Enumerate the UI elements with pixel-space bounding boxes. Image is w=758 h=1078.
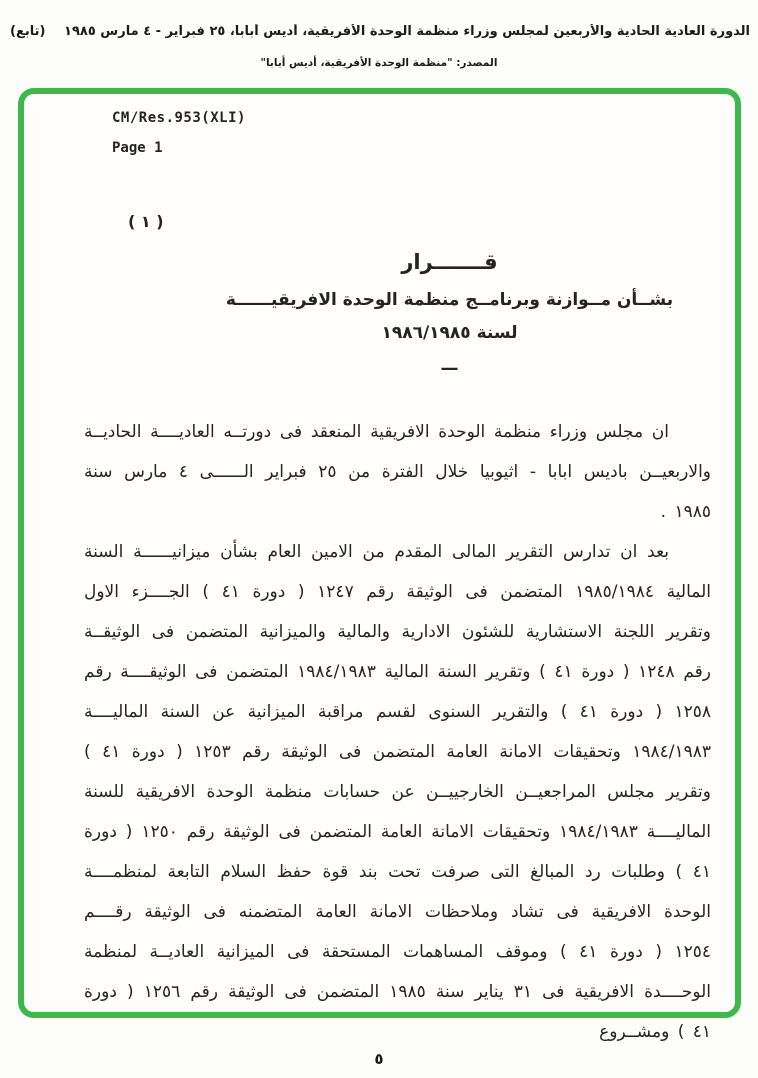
catalog-header xyxy=(10,24,750,39)
resolution-title-block xyxy=(224,250,675,379)
title-separator-dash: — xyxy=(440,358,459,379)
highlighted-scan-region xyxy=(18,88,741,1042)
source-line: المصدر: "منظمة الوحدة الأفريقية، أديس أبابا" xyxy=(260,57,498,69)
resolution-body xyxy=(84,412,711,1052)
session-title: الدورة العادية الحادية والأربعين لمجلس وزراء منظمة الوحدة الأفريقية، أديس أبابا، ٢٥ فبراير - ٤ مارس ١٩٨٥ xyxy=(64,24,750,39)
resolution-title: قـــــــرار xyxy=(401,250,498,274)
footer-page-number: ٥ xyxy=(374,1050,384,1068)
resolution-subtitle: بشــأن مــوازنة وبرنامــج منظمة الوحدة الافريقيــــــة xyxy=(225,290,674,310)
document-reference: CM/Res.953(XLI) xyxy=(112,110,246,126)
continued-label: (تابع) xyxy=(10,24,46,39)
body-paragraph: ان مجلس وزراء منظمة الوحدة الافريقية المنعقد فى دورتــه العاديــــة الحاديــة والاربعيــن باديس ابابا - اثيوبيا خلال الفترة من ٢٥ فبراير الــــــى ٤ مارس سنة ١٩٨٥ . xyxy=(84,422,711,522)
resolution-item-number: ( ١ ) xyxy=(128,212,164,231)
resolution-year-line: لسنة ١٩٨٦/١٩٨٥ xyxy=(381,323,518,343)
body-paragraph: بعد ان تدارس التقرير المالى المقدم من الامين العام بشأن ميزانيــــــة السنة المالية ١٩٨٥/١٩٨٤ المتضمن فى الوثيقة رقم ١٢٤٧ ( دورة ٤١ ) الجــــزء الاول وتقرير اللجنة الاستشارية للشئون الادارية والمالية والميزانية المتضمن فى الوثيقــة رقم ١٢٤٨ ( دورة ٤١ ) وتقرير السنة المالية ١٩٨٤/١٩٨٣ المتضمن فى الوثيقــــة رقم ١٢٥٨ ( دورة ٤١ ) والتقرير السنوى لقسم مراقبة الميزانية عن السنة الماليــــة ١٩٨٤/١٩٨٣ وتحقيقات الامانة العامة المتضمن فى الوثيقة رقم ١٢٥٣ ( دورة ٤١ ) وتقرير مجلس المراجعيــن الخارجييــن عن حسابات منظمة الوحدة الافريقية للسنة الماليــــة ١٩٨٤/١٩٨٣ وتحقيقات الامانة العامة المتضمن فى الوثيقة رقم ١٢٥٠ ( دورة ٤١ ) وطلبات رد المبالغ التى صرفت تحت بند قوة حفظ السلام التابعة لمنظمــــة الوحدة الافريقية فى تشاد وملاحظات الامانة العامة المتضمنه فى الوثيقة رقــــم ١٢٥٤ ( دورة ٤١ ) وموقف المساهمات المستحقة فى الميزانية العاديــة لمنظمة الوحــــدة الافريقية فى ٣١ يناير سنة ١٩٨٥ المتضمن فى الوثيقة رقم ١٢٥٦ ( دورة ٤١ ) ومشــروع xyxy=(84,542,712,1042)
document-page-label: Page 1 xyxy=(112,140,163,156)
